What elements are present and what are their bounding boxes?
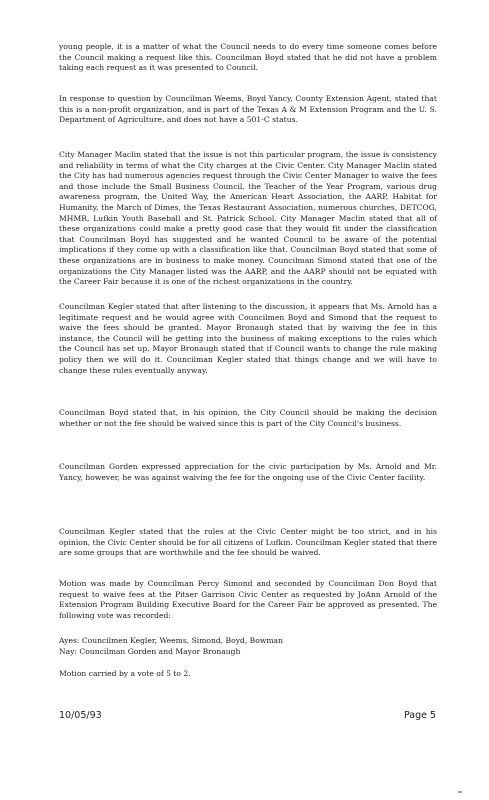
vote-nays: Nay: Councilman Gorden and Mayor Bronaugh <box>59 647 241 656</box>
paragraph-5: Councilman Boyd stated that, in his opinion, the City Council should be making the decision whether or not the fee should be waived since this is part of the City Council's business. <box>59 408 437 428</box>
vote-ayes: Ayes: Councilmen Kegler, Weems, Simond, Boyd, Bowman <box>59 636 283 645</box>
paragraph-4: Councilman Kegler stated that after listening to the discussion, it appears that Ms. Arnold has a legitimate request and he would agree with Councilmen Boyd and Simond that the request to waive the fees should be granted. Mayor Bronaugh stated that by waiving the fee in this instance, the Council will be getting into the business of making exceptions to the rules which the Council has set up. Mayor Bronaugh stated that if Council wants to change the rule making policy then we will do it. Councilman Kegler stated that things change and we will have to change these rules eventually anyway. <box>59 302 437 375</box>
motion-result: Motion carried by a vote of 5 to 2. <box>59 669 191 678</box>
paragraph-7: Councilman Kegler stated that the rules at the Civic Center might be too strict, and in his opinion, the Civic Center should be for all citizens of Lufkin. Councilman Kegler stated that there are some groups that are worthwhile and the fee should be waived. <box>59 527 437 558</box>
paragraph-1: young people, it is a matter of what the Council needs to do every time someone comes before the Council making a request like this. Councilman Boyd stated that he did not have a problem taking each request as it was presented to Council. <box>59 42 437 73</box>
paragraph-6: Councilman Gorden expressed appreciation for the civic participation by Ms. Arnold and Mr. Yancy, however, he was against waiving the fee for the ongoing use of the Civic Center facility. <box>59 462 437 482</box>
footer-date: 10/05/93 <box>59 710 102 721</box>
footer-page-number: Page 5 <box>404 710 437 721</box>
paragraph-3: City Manager Maclin stated that the issue is not this particular program, the issue is consistency and reliability in terms of what the City charges at the Civic Center. City Manager Maclin stated the City has had numerous agencies request through the Civic Center Manager to waive the fees and those include the Small Business Council, the Teacher of the Year Program, various drug awareness program, the United Way, the American Heart Association, the AARP, Habitat for Humanity, the March of Dimes, the Texas Restaurant Association, numerous churches, DETCOG, MHMR, Lufkin Youth Baseball and St. Patrick School. City Manager Maclin stated that all of these organizations could make a pretty good case that they would fit under the classification that Councilman Boyd has suggested and he wanted Council to be aware of the potential implications if they come up with a classification like that. Councilman Boyd stated that some of these organizations are in business to make money. Councilman Simond stated that one of the organizations the City Manager listed was the AARP, and the AARP should not be equated with the Career Fair because it is one of the richest organizations in the country. <box>59 150 437 287</box>
scan-speck <box>458 791 462 793</box>
paragraph-8: Motion was made by Councilman Percy Simond and seconded by Councilman Don Boyd that request to waive fees at the Pitser Garrison Civic Center as requested by JoAnn Arnold of the Extension Program Building Executive Board for the Career Fair be approved as presented. The following vote was recorded: <box>59 579 437 620</box>
paragraph-2: In response to question by Councilman Weems, Boyd Yancy, County Extension Agent, stated that this is a non-profit organization, and is part of the Texas A & M Extension Program and the U. S. Department of Agriculture, and does not have a 501-C status. <box>59 94 437 125</box>
